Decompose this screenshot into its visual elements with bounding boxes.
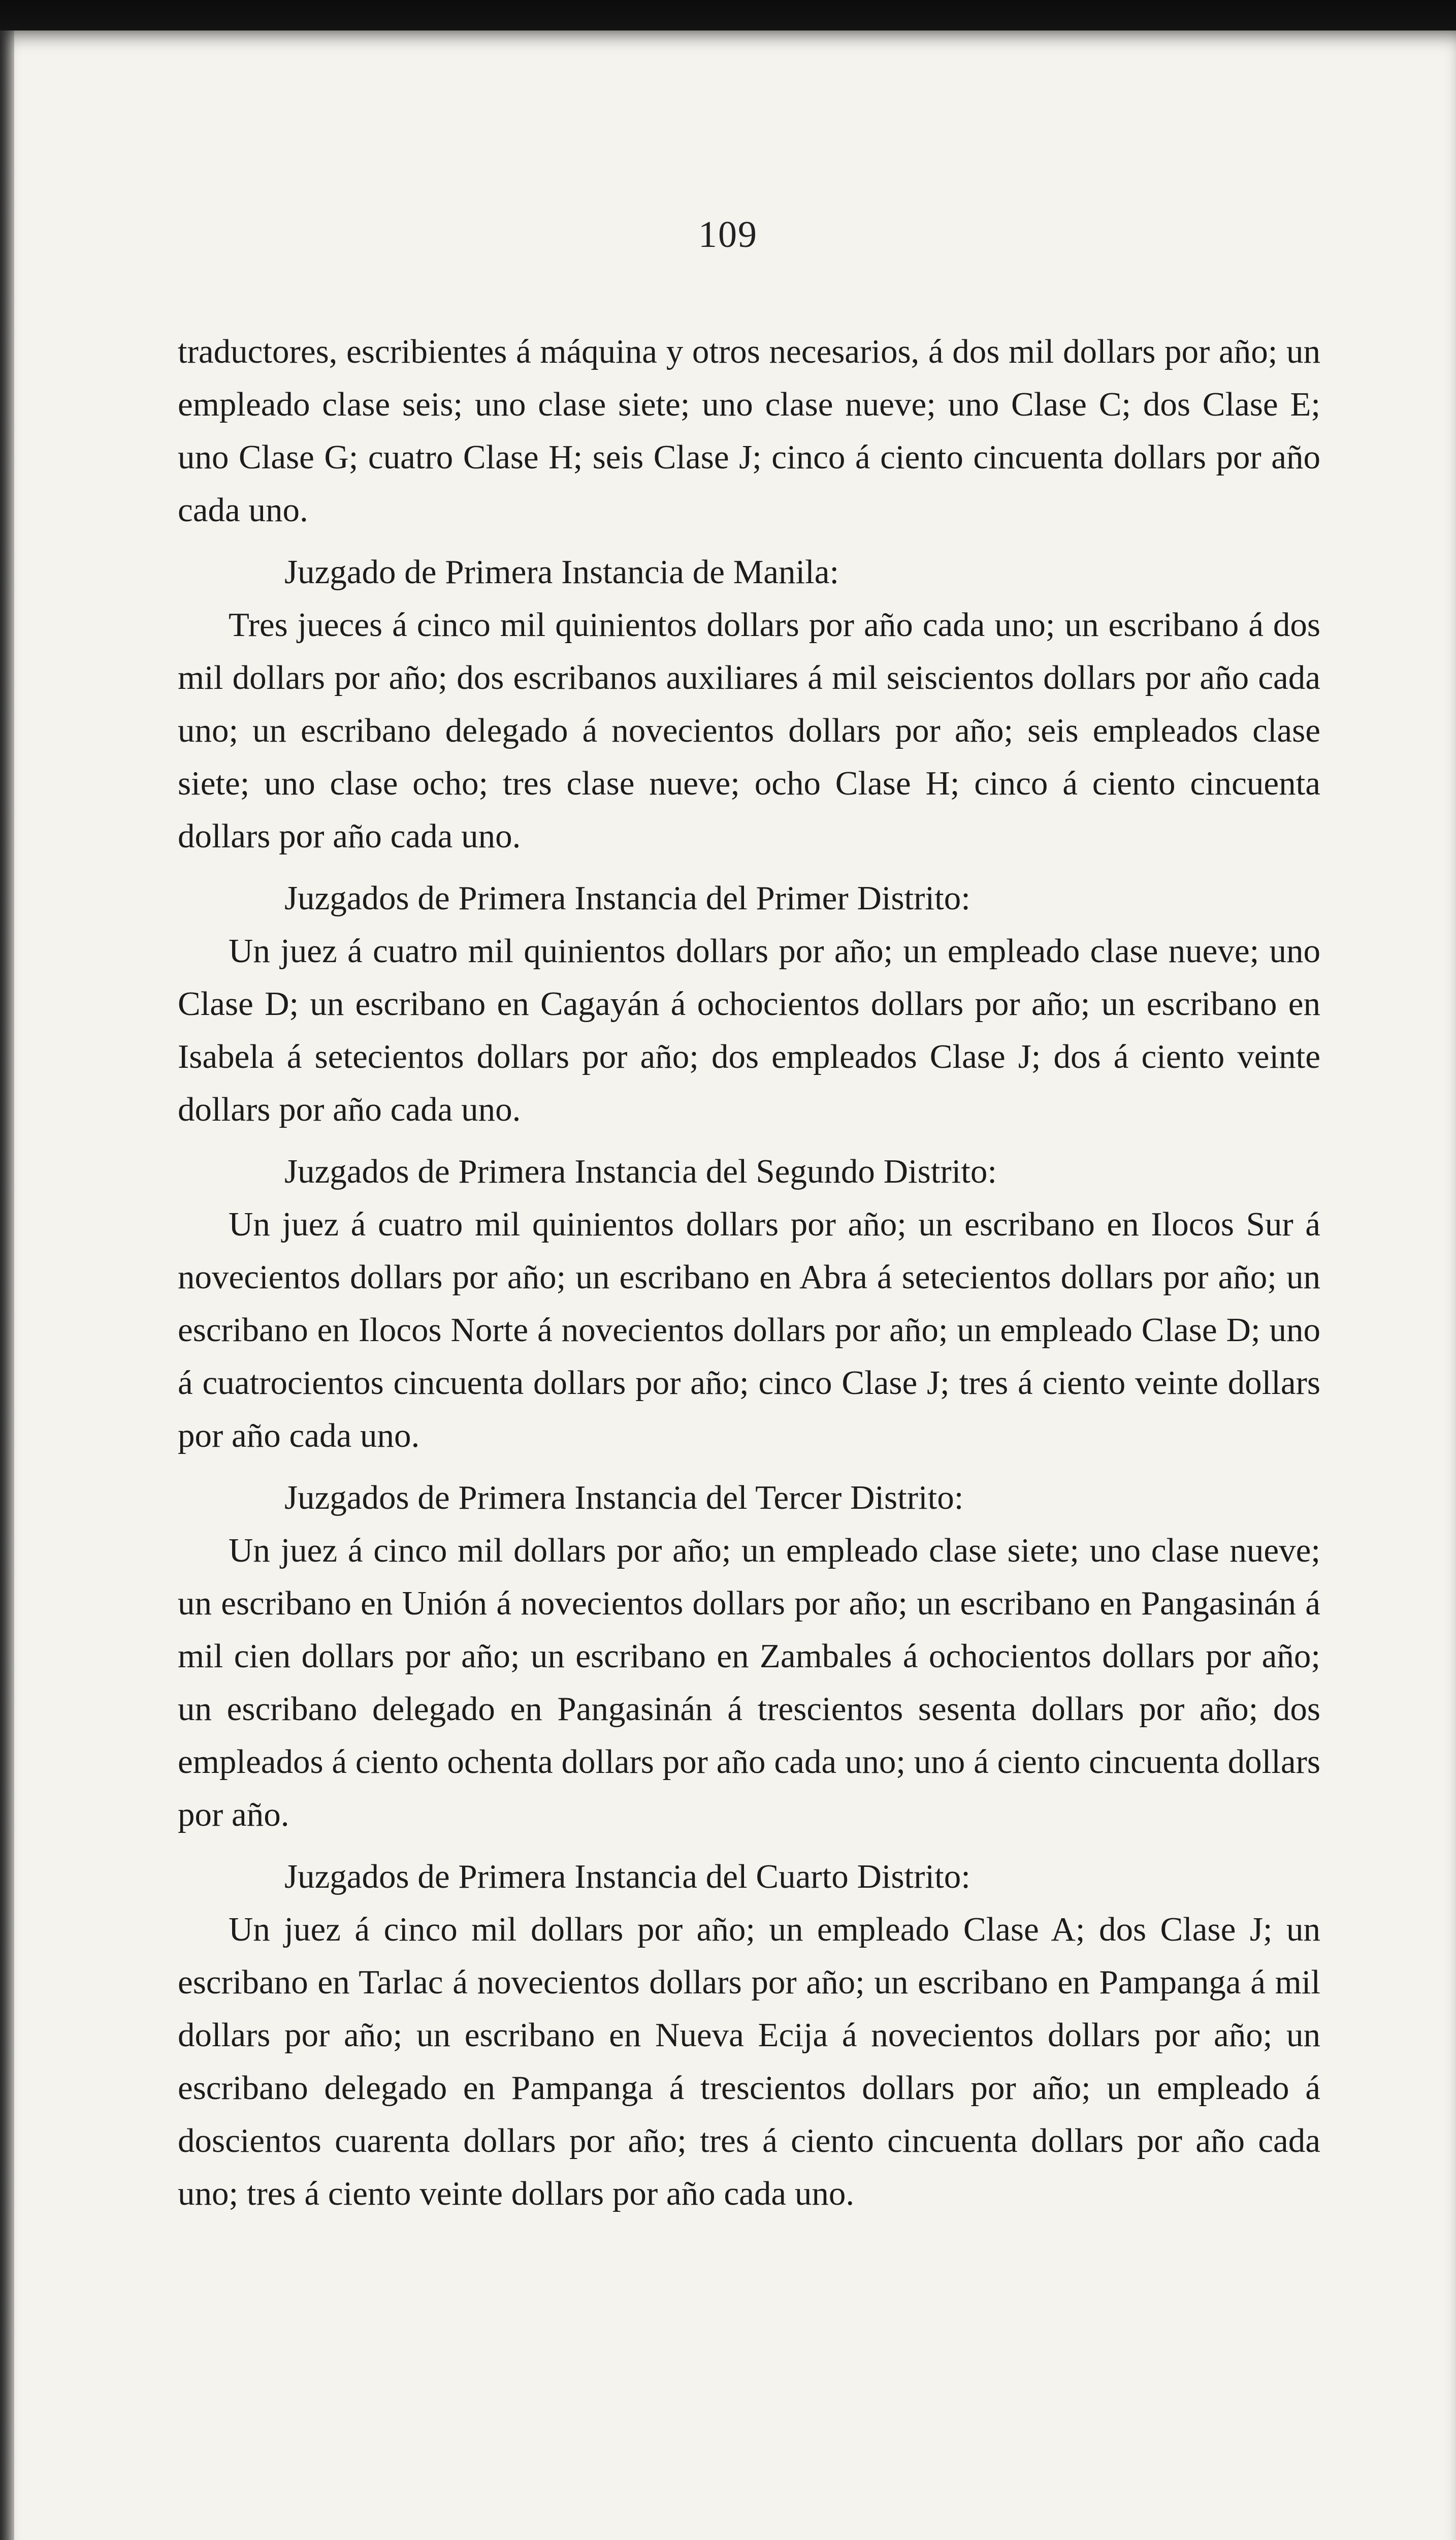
page-binding-edge <box>0 30 14 2540</box>
document-body <box>178 325 1320 2220</box>
paragraph-intro: traductores, escribientes á máquina y otros necesarios, á dos mil dollars por año; un empleado clase seis; uno clase siete; uno clase nueve; uno Clase C; dos Clase E; uno Clase G; cuatro Clase H; seis Clase J; cinco á ciento cincuenta dollars por año cada uno. <box>178 333 1320 529</box>
paragraph-cuarto-distrito: Un juez á cinco mil dollars por año; un empleado Clase A; dos Clase J; un escribano en Tarlac á novecientos dollars por año; un escribano en Pampanga á mil dollars por año; un escribano en Nueva Ecija á novecientos dollars por año; un escribano delegado en Pampanga á trescientos dollars por año; un empleado á doscientos cuarenta dollars por año; tres á ciento cincuenta dollars por año cada uno; tres á ciento veinte dollars por año cada uno. <box>178 1911 1320 2212</box>
section-heading-primer-distrito: Juzgados de Primera Instancia del Primer Distrito: <box>284 879 970 917</box>
section-heading-manila: Juzgado de Primera Instancia de Manila: <box>284 553 839 591</box>
paragraph-segundo-distrito: Un juez á cuatro mil quinientos dollars por año; un escribano en Ilocos Sur á novecientos dollars por año; un escribano en Abra á setecientos dollars por año; un escribano en Ilocos Norte á novecientos dollars por año; un empleado Clase D; uno á cuatrocientos cincuenta dollars por año; cinco Clase J; tres á ciento veinte dollars por año cada uno. <box>178 1205 1320 1454</box>
page-number: 109 <box>698 214 758 256</box>
section-heading-cuarto-distrito: Juzgados de Primera Instancia del Cuarto Distrito: <box>284 1858 970 1895</box>
paragraph-tercer-distrito: Un juez á cinco mil dollars por año; un empleado clase siete; uno clase nueve; un escribano en Unión á novecientos dollars por año; un escribano en Pangasinán á mil cien dollars por año; un escribano en Zambales á ochocientos dollars por año; un escribano delegado en Pangasinán á trescientos sesenta dollars por año; dos empleados á ciento ochenta dollars por año cada uno; uno á ciento cincuenta dollars por año. <box>178 1532 1320 1833</box>
section-heading-segundo-distrito: Juzgados de Primera Instancia del Segundo Distrito: <box>284 1153 997 1190</box>
paragraph-primer-distrito: Un juez á cuatro mil quinientos dollars por año; un empleado clase nueve; uno Clase D; un escribano en Cagayán á ochocientos dollars por año; un escribano en Isabela á setecientos dollars por año; dos empleados Clase J; dos á ciento veinte dollars por año cada uno. <box>178 932 1320 1128</box>
section-heading-tercer-distrito: Juzgados de Primera Instancia del Tercer Distrito: <box>284 1479 964 1516</box>
paragraph-manila: Tres jueces á cinco mil quinientos dollars por año cada uno; un escribano á dos mil dollars por año; dos escribanos auxiliares á mil seiscientos dollars por año cada uno; un escribano delegado á novecientos dollars por año; seis empleados clase siete; uno clase ocho; tres clase nueve; ocho Clase H; cinco á ciento cincuenta dollars por año cada uno. <box>178 606 1320 855</box>
